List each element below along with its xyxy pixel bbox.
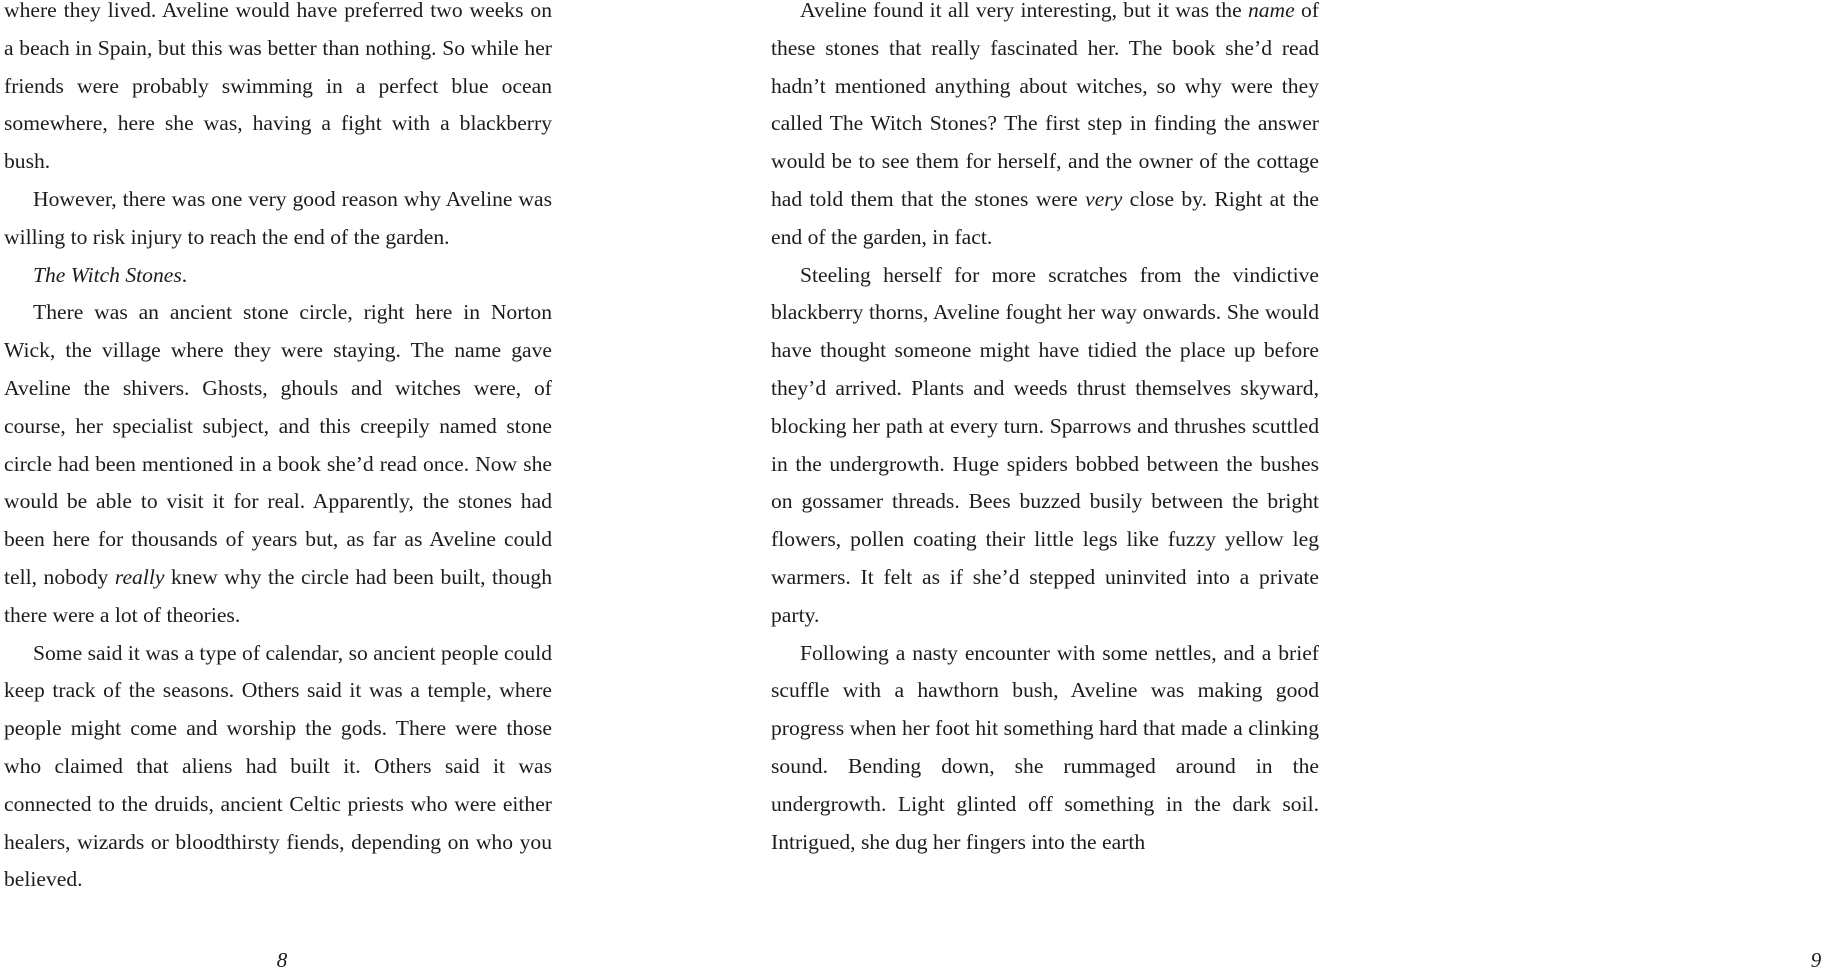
italic-text: very — [1085, 186, 1123, 211]
text-segment: Following a nasty encounter with some nettles, and a brief scuffle with a hawthorn bush, Aveline was making good progress when her foot hit something hard that made a clinking sound. Bending down, she rummaged around in the undergrowth. Light glinted off something in the dark soil. Intrigued, she dug her fingers into the earth — [771, 640, 1319, 854]
text-segment: . — [181, 262, 188, 287]
paragraph — [4, 181, 552, 257]
text-segment: where they lived. Aveline would have preferred two weeks on a beach in Spain, but this was better than nothing. So while her friends were probably swimming in a perfect blue ocean somewhere, here she was, having a fight with a blackberry bush. — [4, 0, 552, 174]
text-segment: Steeling herself for more scratches from the vindictive blackberry thorns, Aveline fought her way onwards. She would have thought someone might have tidied the place up before they’d arrived. Plants and weeds thrust themselves skyward, blocking her path at every turn. Sparrows and thrushes scuttled in the undergrowth. Huge spiders bobbed between the bushes on gossamer threads. Bees buzzed busily between the bright flowers, pollen coating their little legs like fuzzy yellow leg warmers. It felt as if she’d stepped uninvited into a private party. — [771, 262, 1319, 627]
left-page-number: 8 — [276, 948, 288, 972]
text-segment: knew why the circle had been built, though there were a lot of theories. — [4, 564, 552, 627]
paragraph — [4, 635, 552, 900]
right-page — [771, 0, 1822, 976]
text-segment: Aveline found it all very interesting, but it was the — [800, 0, 1248, 22]
text-segment: of these stones that really fascinated her. The book she’d read hadn’t mentioned anything about witches, so why were they called The Witch Stones? The first step in finding the answer would be to see them for herself, and the owner of the cottage had told them that the stones were — [771, 0, 1319, 211]
right-page-text — [771, 0, 1319, 861]
paragraph — [4, 0, 552, 181]
left-page — [4, 0, 552, 976]
italic-text: The Witch Stones — [33, 262, 182, 287]
paragraph — [4, 257, 552, 295]
text-segment: There was an ancient stone circle, right here in Norton Wick, the village where they were staying. The name gave Aveline the shivers. Ghosts, ghouls and witches were, of course, her specialist subject, and this creepily named stone circle had been mentioned in a book she’d read once. Now she would be able to visit it for real. Apparently, the stones had been here for thousands of years but, as far as Aveline could tell, nobody — [4, 300, 552, 589]
paragraph — [771, 0, 1319, 257]
text-segment: However, there was one very good reason why Aveline was willing to risk injury to reach the end of the garden. — [4, 186, 552, 249]
paragraph — [4, 294, 552, 634]
italic-text: name — [1247, 0, 1295, 22]
paragraph — [771, 635, 1319, 862]
text-segment: Some said it was a type of calendar, so ancient people could keep track of the seasons. Others said it was a temple, where people might come and worship the gods. There were those who claimed that aliens had built it. Others said it was connected to the druids, ancient Celtic priests who were either healers, wizards or bloodthirsty fiends, depending on who you believed. — [4, 640, 552, 892]
right-page-number: 9 — [1810, 948, 1822, 972]
paragraph — [771, 257, 1319, 635]
left-page-text — [4, 0, 552, 899]
text-segment: close by. Right at the end of the garden, in fact. — [771, 186, 1320, 249]
italic-text: really — [114, 564, 165, 589]
